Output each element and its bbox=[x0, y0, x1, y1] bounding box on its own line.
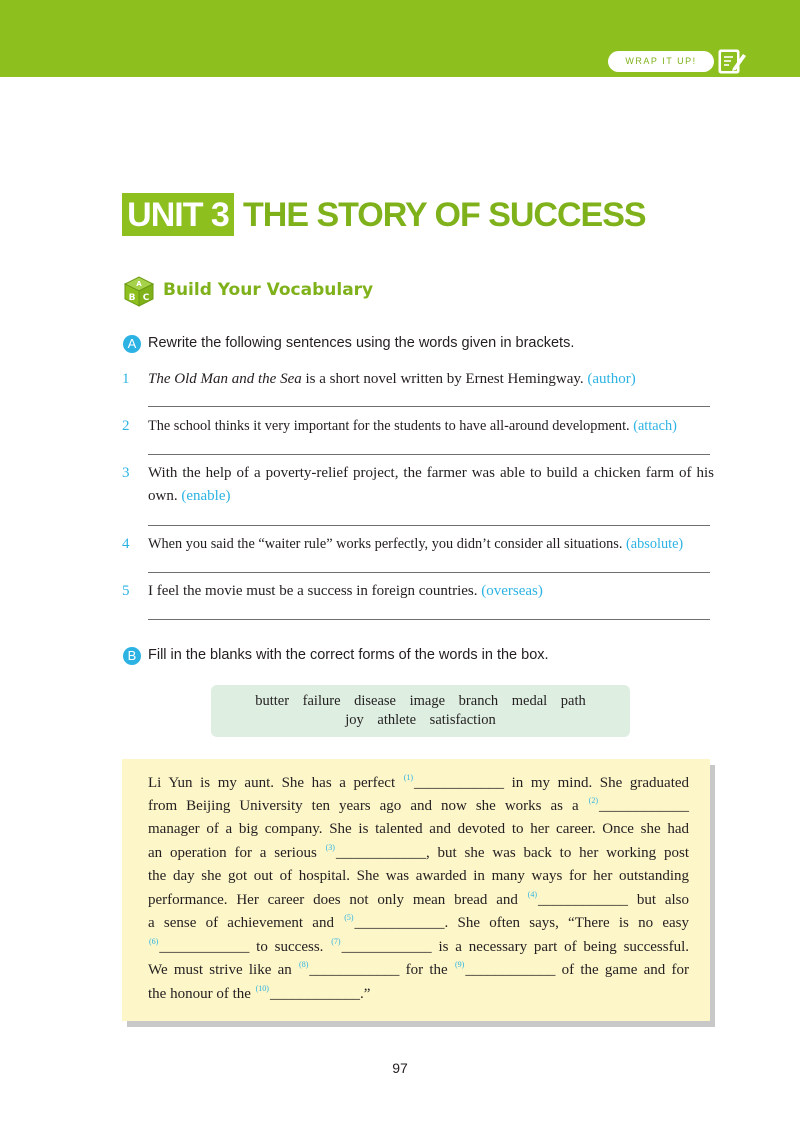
blank-number: (4) bbox=[527, 890, 538, 899]
blank-number: (8) bbox=[299, 960, 309, 969]
question-3-answer-line[interactable] bbox=[148, 525, 710, 526]
passage-line: an operation for a serious $^{(3)}$____________, but she was back to her working post bbox=[148, 843, 689, 861]
question-1-text bbox=[148, 368, 714, 391]
section-b-badge: B bbox=[123, 647, 141, 665]
question-4-answer-line[interactable] bbox=[148, 572, 710, 573]
blank-9[interactable]: ____________ bbox=[465, 962, 556, 978]
blank-2[interactable]: ____________ bbox=[599, 798, 689, 814]
blank-number: (2) bbox=[588, 796, 598, 805]
passage-line: the day she got out of hospital. She was awarded in many ways for her outstanding bbox=[148, 868, 689, 884]
blank-number: (3) bbox=[325, 843, 335, 852]
word-box-line-1: butter failure disease image branch medal path bbox=[255, 693, 586, 709]
section-b-instruction: Fill in the blanks with the correct forms of the words in the box. bbox=[148, 647, 549, 663]
question-5-hint: (overseas) bbox=[481, 583, 543, 599]
question-1-body: is a short novel written by Ernest Hemingway. bbox=[301, 371, 584, 387]
question-3-hint: (enable) bbox=[181, 488, 231, 504]
blank-3[interactable]: ____________ bbox=[335, 845, 426, 861]
question-1-hint: (author) bbox=[587, 371, 636, 387]
unit-number: UNIT 3 bbox=[122, 193, 234, 236]
question-2-hint: (attach) bbox=[633, 418, 677, 434]
word-box-line-2: joy athlete satisfaction bbox=[345, 712, 496, 728]
blank-number: (9) bbox=[454, 960, 465, 969]
abc-blocks-icon bbox=[121, 274, 157, 308]
vocabulary-heading: Build Your Vocabulary bbox=[163, 280, 374, 300]
question-4-hint: (absolute) bbox=[626, 536, 684, 552]
blank-number: (7) bbox=[331, 937, 341, 946]
abc-block-letter-b: B bbox=[128, 293, 136, 303]
question-4-number: 4 bbox=[122, 536, 130, 552]
question-2-body: The school thinks it very important for the students to have all-around development. bbox=[148, 418, 630, 434]
blank-number: (6) bbox=[149, 937, 159, 946]
wrap-it-up-label: WRAP IT UP! bbox=[608, 51, 714, 72]
unit-title: THE STORY OF SUCCESS bbox=[243, 196, 646, 234]
passage-line: We must strive like an $^{(8)}$____________ for the $^{(9)}$____________ of the game and for bbox=[148, 960, 690, 978]
page-number: 97 bbox=[392, 1060, 408, 1076]
blank-6[interactable]: ____________ bbox=[159, 939, 250, 955]
blank-5[interactable]: ____________ bbox=[354, 915, 445, 931]
blank-number: (5) bbox=[344, 913, 354, 922]
blank-number: (1) bbox=[403, 773, 414, 782]
passage-line: the honour of the $^{(10)}$____________.” bbox=[148, 984, 371, 1002]
blank-10[interactable]: ____________.” bbox=[269, 986, 371, 1002]
question-4-body: When you said the “waiter rule” works perfectly, you didn’t consider all situations. bbox=[148, 536, 623, 552]
passage-line: a sense of achievement and $^{(5)}$____________. She often says, “There is no easy bbox=[148, 913, 689, 931]
book-title: The Old Man and the Sea bbox=[148, 371, 302, 387]
question-1-number: 1 bbox=[122, 371, 130, 387]
question-4-text bbox=[148, 533, 714, 556]
question-1-answer-line[interactable] bbox=[148, 406, 710, 407]
question-5-text bbox=[148, 580, 714, 603]
abc-block-letter-c: C bbox=[142, 293, 150, 303]
notepad-pencil-icon bbox=[717, 46, 747, 76]
question-5-number: 5 bbox=[122, 583, 130, 599]
question-3-text bbox=[148, 462, 714, 508]
passage-line: performance. Her career does not only mean bread and $^{(4)}$____________ but also bbox=[148, 890, 689, 908]
question-2-number: 2 bbox=[122, 418, 130, 434]
question-2-answer-line[interactable] bbox=[148, 454, 710, 455]
passage-line: from Beijing University ten years ago and now she works as a $^{(2)}$____________ bbox=[148, 796, 689, 814]
passage-line: Li Yun is my aunt. She has a perfect $^{(1)}$____________ in my mind. She graduated bbox=[148, 773, 690, 791]
passage-line: manager of a big company. She is talented and devoted to her career. Once she had bbox=[148, 821, 689, 837]
question-2-text bbox=[148, 415, 714, 438]
blank-4[interactable]: ____________ bbox=[538, 892, 629, 908]
blank-8[interactable]: ____________ bbox=[309, 962, 400, 978]
blank-7[interactable]: ____________ bbox=[341, 939, 432, 955]
abc-block-letter-a: A bbox=[136, 280, 142, 288]
question-5-answer-line[interactable] bbox=[148, 619, 710, 620]
blank-number: (10) bbox=[255, 984, 269, 993]
blank-1[interactable]: ____________ bbox=[414, 775, 505, 791]
word-box bbox=[211, 685, 630, 737]
question-3-body: With the help of a poverty-relief project, the farmer was able to build a chicken farm of his own. bbox=[148, 465, 714, 504]
section-a-badge: A bbox=[123, 335, 141, 353]
question-5-body: I feel the movie must be a success in foreign countries. bbox=[148, 583, 478, 599]
section-a-instruction: Rewrite the following sentences using the words given in brackets. bbox=[148, 335, 575, 351]
passage-line: $^{(6)}$____________ to success. $^{(7)}$____________ is a necessary part of being successful. bbox=[149, 937, 689, 955]
question-3-number: 3 bbox=[122, 465, 130, 481]
